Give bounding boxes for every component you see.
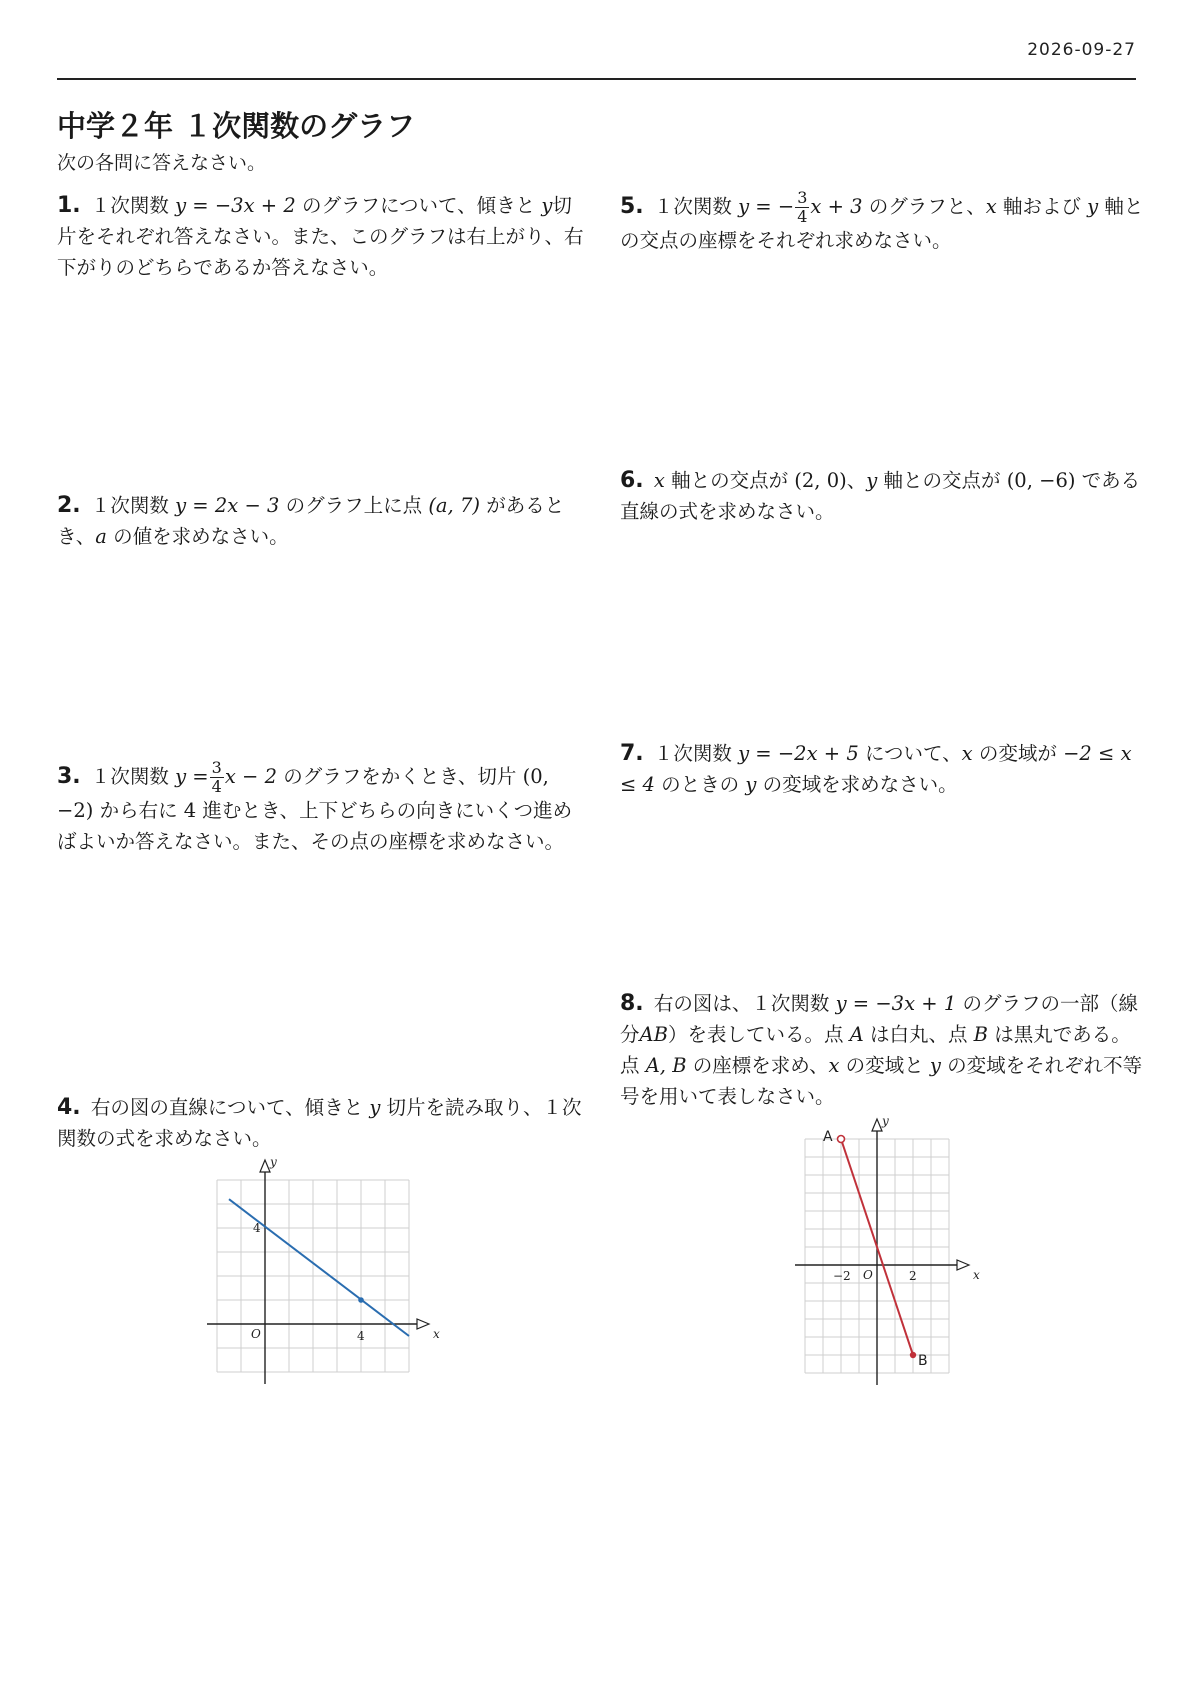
text: である直線の式を求めなさい。 <box>620 469 1141 523</box>
variable: A, B <box>645 1054 687 1077</box>
point: (0, −6) <box>1006 469 1076 492</box>
variable: a <box>95 525 107 548</box>
header-rule <box>57 78 1136 80</box>
numerator: 3 <box>797 188 808 207</box>
fraction <box>795 190 809 225</box>
equation: x − 2 <box>224 765 277 788</box>
point-a-open <box>838 1136 845 1143</box>
equation: y = −3x + 2 <box>175 194 296 217</box>
variable: y <box>541 194 553 217</box>
equation: y = 2x − 3 <box>175 494 280 517</box>
text: 軸および <box>1002 195 1081 218</box>
x-axis-label: x <box>433 1327 440 1341</box>
text: １次関数 <box>90 765 169 788</box>
graph-question-8 <box>795 1114 985 1395</box>
text: １次関数 <box>653 195 732 218</box>
variable: y <box>1087 195 1099 218</box>
text: は黒丸である。点 <box>620 1023 1131 1077</box>
y-axis-arrow <box>260 1160 270 1172</box>
point-b-filled <box>910 1352 916 1358</box>
numerator: 3 <box>211 758 222 777</box>
y-tick-label: 4 <box>253 1221 261 1235</box>
question-number: 8. <box>620 991 644 1016</box>
x-axis-arrow <box>957 1260 969 1270</box>
equation: y = − <box>738 195 795 218</box>
variable: x <box>653 469 665 492</box>
text: のグラフについて、傾きと <box>301 194 536 217</box>
text: ）を表している。点 <box>667 1023 844 1046</box>
x-axis-arrow <box>417 1319 429 1329</box>
variable: y <box>369 1096 381 1119</box>
text: のグラフをかくとき、切片 <box>283 765 517 788</box>
text: から右に <box>99 799 178 822</box>
variable: y <box>929 1054 941 1077</box>
text: の変域を求めなさい。 <box>762 773 958 796</box>
question-number: 1. <box>57 193 81 218</box>
text: 軸との交点が <box>883 469 1001 492</box>
equation: x + 3 <box>810 195 863 218</box>
question-number: 2. <box>57 493 81 518</box>
text: 軸との交点の座標をそれぞれ求めなさい。 <box>620 195 1144 252</box>
text: 右の図は、１次関数 <box>653 992 830 1015</box>
text: の変域をそれぞれ不等号を用いて表しなさい。 <box>620 1054 1143 1108</box>
variable: x <box>961 742 973 765</box>
text: 切片を読み取り、１次関数の式を求めなさい。 <box>57 1096 582 1150</box>
question-number: 5. <box>620 194 644 219</box>
question-6 <box>620 465 1150 527</box>
range: −2 ≤ x ≤ 4 <box>620 742 1132 796</box>
date: 2026-09-27 <box>1027 40 1136 60</box>
question-number: 7. <box>620 741 644 766</box>
y-axis-label: y <box>270 1155 277 1169</box>
graph-line <box>229 1199 409 1336</box>
question-number: 3. <box>57 764 81 789</box>
question-2 <box>57 490 587 552</box>
text: １次関数 <box>653 742 732 765</box>
text: があるとき、 <box>57 494 565 548</box>
text: 右の図の直線について、傾きと <box>90 1096 364 1119</box>
x-tick-label-negative: −2 <box>833 1269 851 1283</box>
text: は白丸、点 <box>869 1023 968 1046</box>
question-5 <box>620 190 1150 256</box>
point: (2, 0) <box>794 469 847 492</box>
question-8 <box>620 988 1150 1112</box>
text: について、 <box>864 742 962 765</box>
question-number: 4. <box>57 1095 81 1120</box>
page-title: 中学２年 １次関数のグラフ <box>57 109 416 143</box>
text: １次関数 <box>90 494 169 517</box>
x-tick-label-positive: 2 <box>909 1269 917 1283</box>
text: の変域と <box>845 1054 924 1077</box>
x-axis-label: x <box>973 1268 980 1282</box>
segment: AB <box>639 1023 668 1046</box>
y-axis-label: y <box>882 1114 889 1128</box>
text: １次関数 <box>90 194 169 217</box>
point: (a, 7) <box>428 494 480 517</box>
text: のグラフの一部（線分 <box>620 992 1138 1046</box>
question-number: 6. <box>620 468 644 493</box>
question-4 <box>57 1092 587 1154</box>
variable: B <box>973 1023 989 1046</box>
question-1 <box>57 190 587 283</box>
origin-label: O <box>251 1327 261 1341</box>
text: のグラフ上に点 <box>285 494 423 517</box>
equation: y = −2x + 5 <box>738 742 859 765</box>
variable: y <box>866 469 878 492</box>
number: 4 <box>183 799 197 822</box>
text: の座標を求め、 <box>692 1054 829 1077</box>
x-tick-label: 4 <box>357 1329 365 1343</box>
text: の変域が <box>978 742 1057 765</box>
variable: x <box>828 1054 840 1077</box>
equation: y = <box>175 765 209 788</box>
point: (0, −2) <box>57 765 549 822</box>
text: の値を求めなさい。 <box>113 525 289 548</box>
text: 軸との交点が <box>671 469 789 492</box>
text: 進むとき、上下どちらの向きにいくつ進めばよいか答えなさい。また、その点の座標を求めなさい。 <box>57 799 573 853</box>
point-a-label: A <box>823 1129 833 1145</box>
question-3 <box>57 760 587 857</box>
text: のグラフと、 <box>868 195 986 218</box>
question-7 <box>620 738 1150 800</box>
denominator: 4 <box>211 777 222 796</box>
variable: A <box>849 1023 864 1046</box>
denominator: 4 <box>797 207 808 226</box>
equation: y = −3x + 1 <box>835 992 957 1015</box>
text: 、 <box>846 469 867 492</box>
y-axis-arrow <box>872 1119 882 1131</box>
point-marker <box>358 1297 364 1303</box>
text: 切片をそれぞれ答えなさい。また、このグラフは右上がり、右下がりのどちらであるか答えなさい。 <box>57 194 584 279</box>
text: のときの <box>661 773 740 796</box>
variable: y <box>745 773 757 796</box>
variable: x <box>985 195 997 218</box>
origin-label: O <box>863 1268 873 1282</box>
graph-question-4 <box>205 1155 440 1388</box>
fraction <box>210 760 224 795</box>
point-b-label: B <box>918 1353 928 1369</box>
instruction: 次の各問に答えなさい。 <box>57 152 267 174</box>
